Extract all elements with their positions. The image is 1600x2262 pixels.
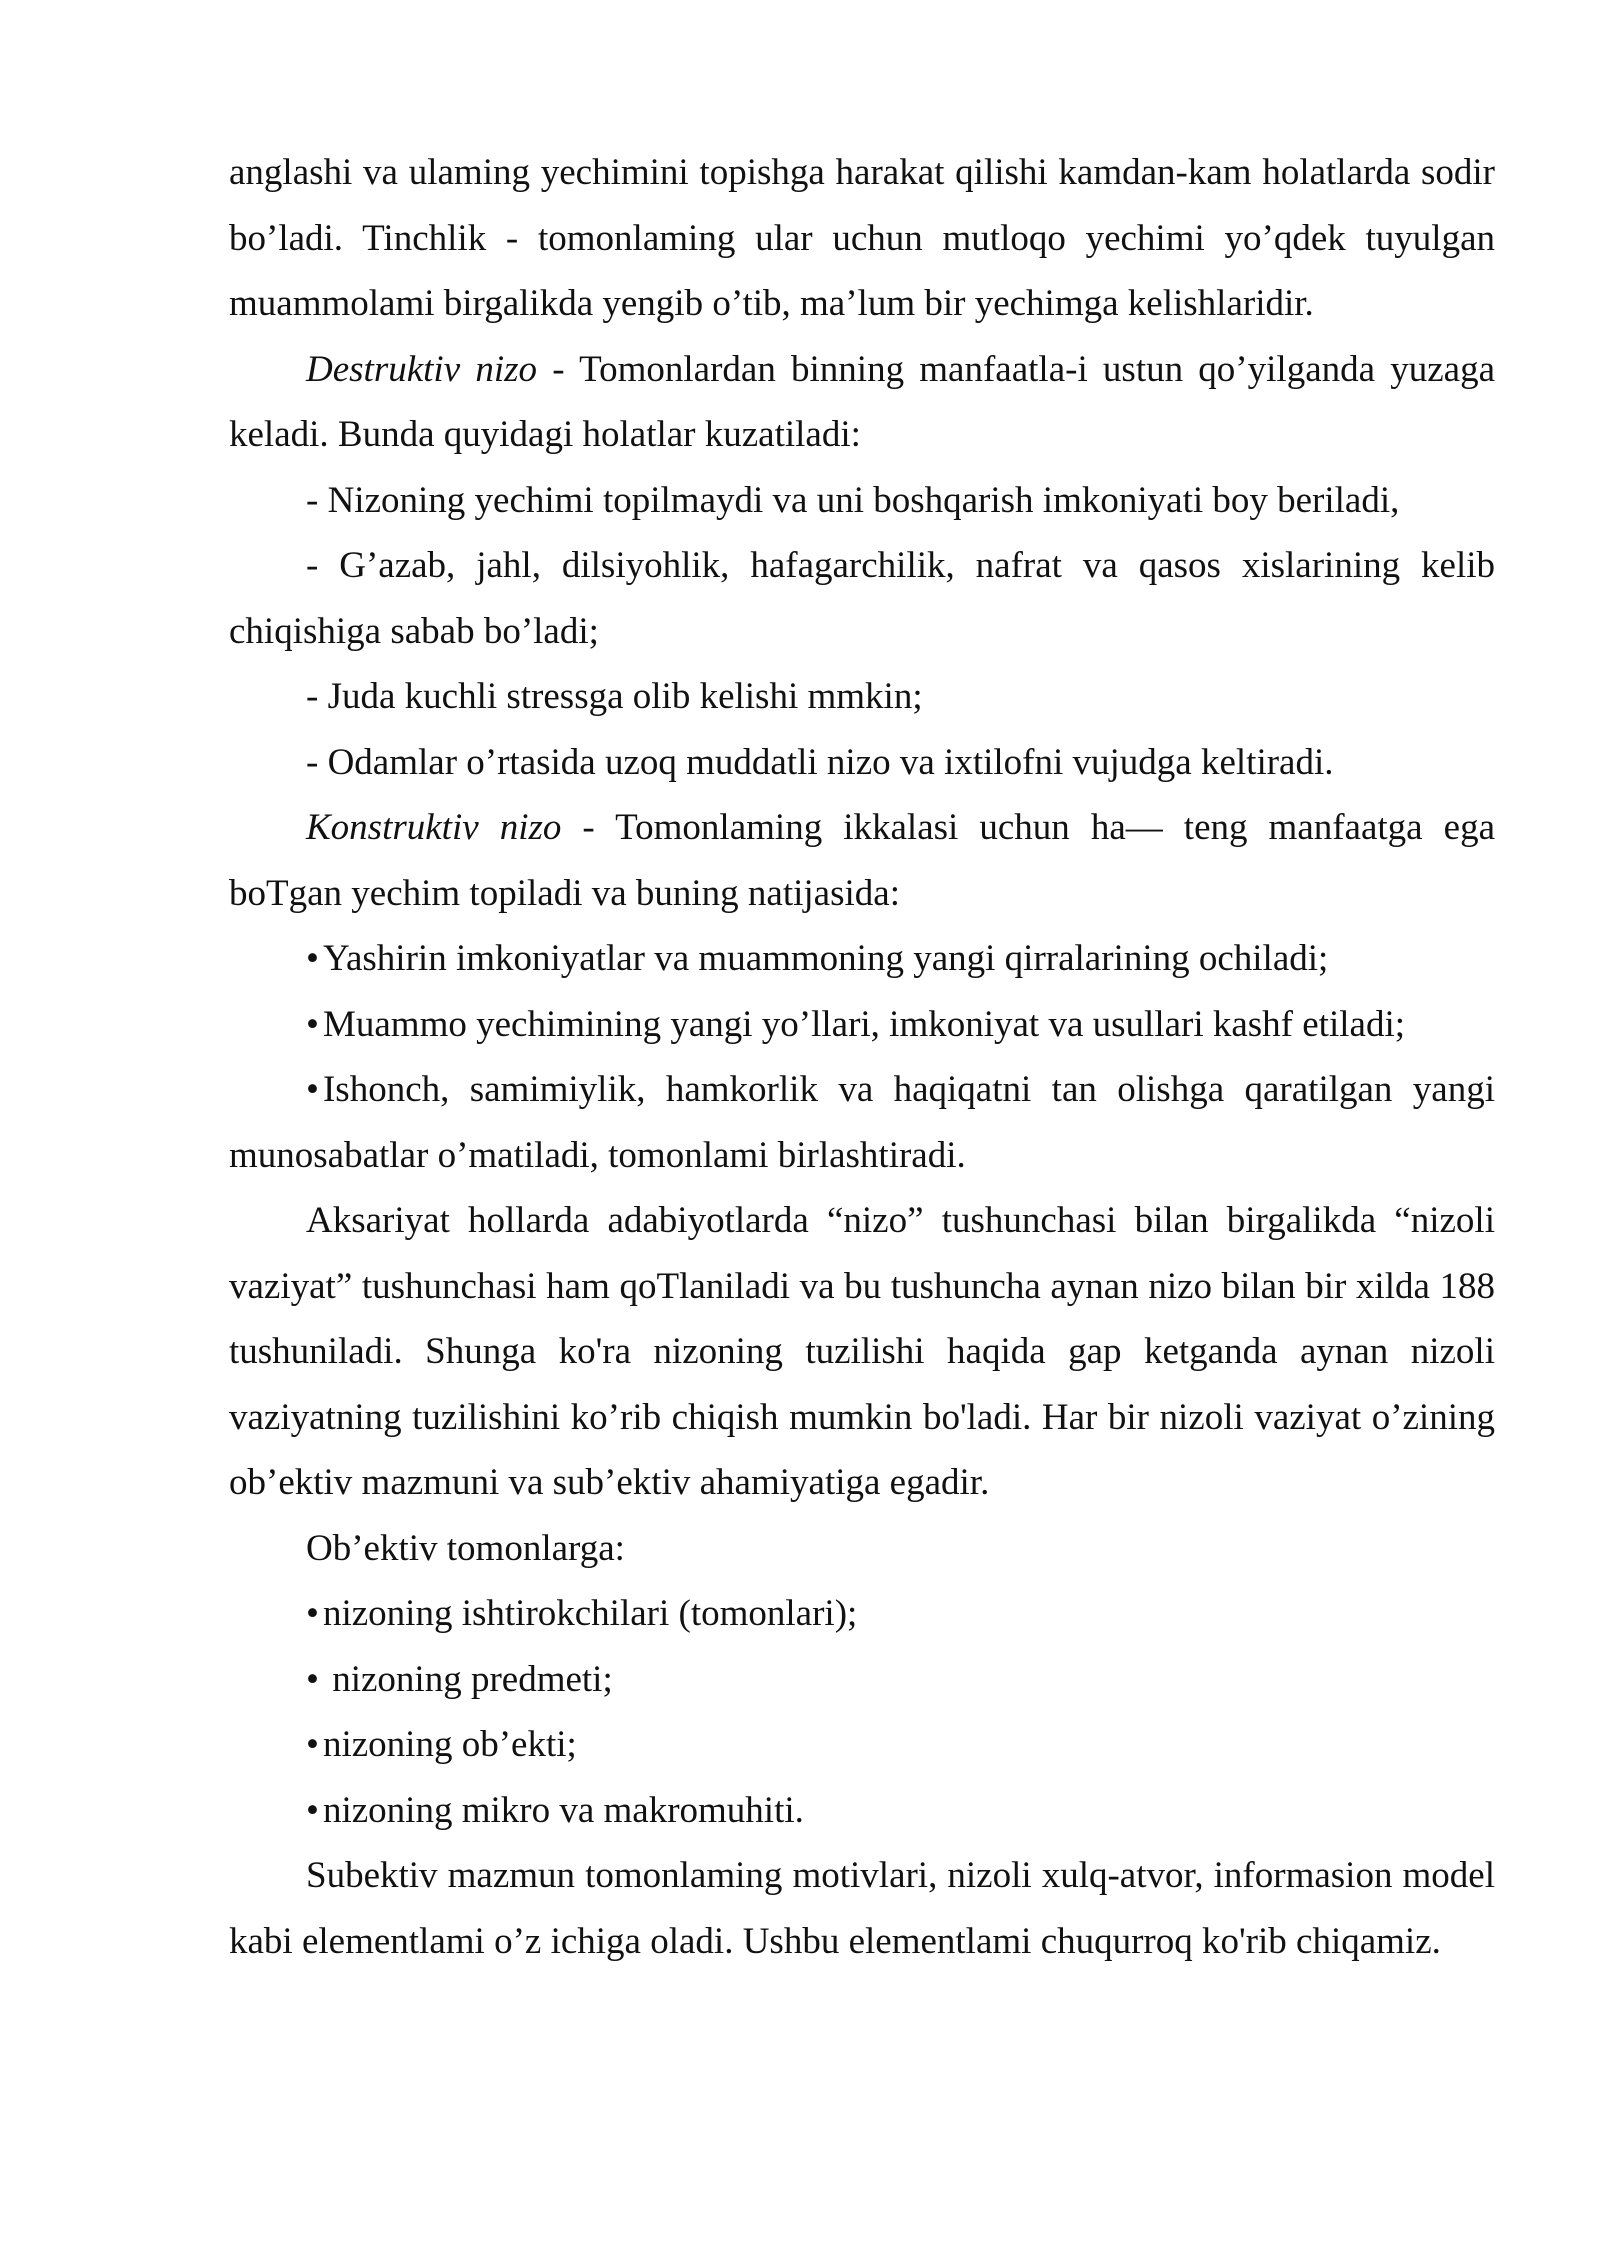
bullet-icon: • — [306, 1003, 319, 1045]
paragraph-destruktiv — [229, 337, 1495, 468]
paragraph-obektiv-heading — [229, 1516, 1495, 1582]
list-item-text: nizoning mikro va makromuhiti. — [322, 1789, 804, 1831]
list-item-text: nizoning ishtirokchilari (tomonlari); — [322, 1593, 858, 1634]
list-item-text: Ishonch, samimiylik, hamkorlik va haqiqatni tan olishga qaratilgan yangi munosabatlar o’matiladi, tomonlami birlashtiradi. — [229, 1069, 1495, 1176]
paragraph-text: anglashi va ulaming yechimini topishga harakat qilishi kamdan-kam holatlarda sodir bo’ladi. Tinchlik - tomonlaming ular uchun mutloqo yechimi yo’qdek tuyulgan muammolami birgalikda yengib o’tib, ma’lum bir yechimga kelishlaridir. — [229, 152, 1495, 324]
bullet-icon: • — [306, 1069, 319, 1110]
paragraph-text: Subektiv mazmun tomonlaming motivlari, nizoli xulq-atvor, informasion model kabi elementlami o’z ichiga oladi. Ushbu elementlami chuqurroq ko'rib chiqamiz. — [229, 1855, 1495, 1962]
paragraph-text: - Tomonlardan binning manfaatla-i ustun qo’yilganda yuzaga keladi. Bunda quyidagi holatlar kuzatiladi: — [229, 348, 1496, 455]
bullet-item-3 — [229, 1057, 1495, 1188]
bullet-icon: • — [306, 1593, 319, 1634]
bullet-item-5 — [229, 1647, 1495, 1713]
paragraph-text: Ob’ektiv tomonlarga: — [306, 1527, 625, 1569]
bullet-item-7 — [229, 1778, 1495, 1844]
bullet-item-1 — [229, 926, 1495, 992]
bullet-icon: • — [306, 938, 319, 979]
list-item-text: - Juda kuchli stressga olib kelishi mmkin; — [306, 676, 923, 717]
list-item-text: - Odamlar o’rtasida uzoq muddatli nizo va ixtilofni vujudga keltiradi. — [306, 741, 1334, 783]
bullet-icon: • — [306, 1724, 319, 1765]
list-item-text: Yashirin imkoniyatlar va muammoning yangi qirralarining ochiladi; — [322, 938, 1329, 979]
list-item-text: - Nizoning yechimi topilmaydi va uni boshqarish imkoniyati boy beriladi, — [306, 479, 1400, 521]
bullet-icon: • — [306, 1789, 319, 1831]
document-page — [229, 140, 1495, 1974]
dash-item-4 — [229, 730, 1495, 796]
dash-item-2 — [229, 533, 1495, 664]
term-konstruktiv: Konstruktiv nizo — [306, 807, 562, 848]
bullet-item-6 — [229, 1712, 1495, 1778]
dash-item-1 — [229, 468, 1495, 534]
paragraph-subektiv — [229, 1843, 1495, 1974]
paragraph-aksariyat — [229, 1188, 1495, 1516]
bullet-item-4 — [229, 1581, 1495, 1647]
paragraph-text: Aksariyat hollarda adabiyotlarda “nizo” tushunchasi bilan birgalikda “nizoli vaziyat” tushunchasi ham qoTlaniladi va bu tushuncha aynan nizo bilan bir xilda 188 tushuniladi. Shunga ko'ra nizoning tuzilishi haqida gap ketganda aynan nizoli vaziyatning tuzilishini ko’rib chiqish mumkin bo'ladi. Har bir nizoli vaziyat o’zining ob’ektiv mazmuni va sub’ektiv ahamiyatiga egadir. — [229, 1200, 1495, 1503]
paragraph-konstruktiv — [229, 795, 1495, 926]
bullet-item-2 — [229, 992, 1495, 1058]
list-item-text: nizoning ob’ekti; — [322, 1724, 577, 1765]
paragraph-1 — [229, 140, 1495, 337]
list-item-text: - G’azab, jahl, dilsiyohlik, hafagarchilik, nafrat va qasos xislarining kelib chiqishiga sabab bo’ladi; — [229, 545, 1495, 652]
term-destruktiv: Destruktiv nizo — [306, 348, 538, 390]
paragraph-text: - Tomonlaming ikkalasi uchun ha— teng manfaatga ega boTgan yechim topiladi va buning natijasida: — [229, 807, 1495, 914]
list-item-text: nizoning predmeti; — [322, 1658, 613, 1700]
list-item-text: Muammo yechimining yangi yo’llari, imkoniyat va usullari kashf etiladi; — [322, 1003, 1406, 1045]
dash-item-3 — [229, 664, 1495, 730]
bullet-icon: • — [306, 1658, 319, 1700]
